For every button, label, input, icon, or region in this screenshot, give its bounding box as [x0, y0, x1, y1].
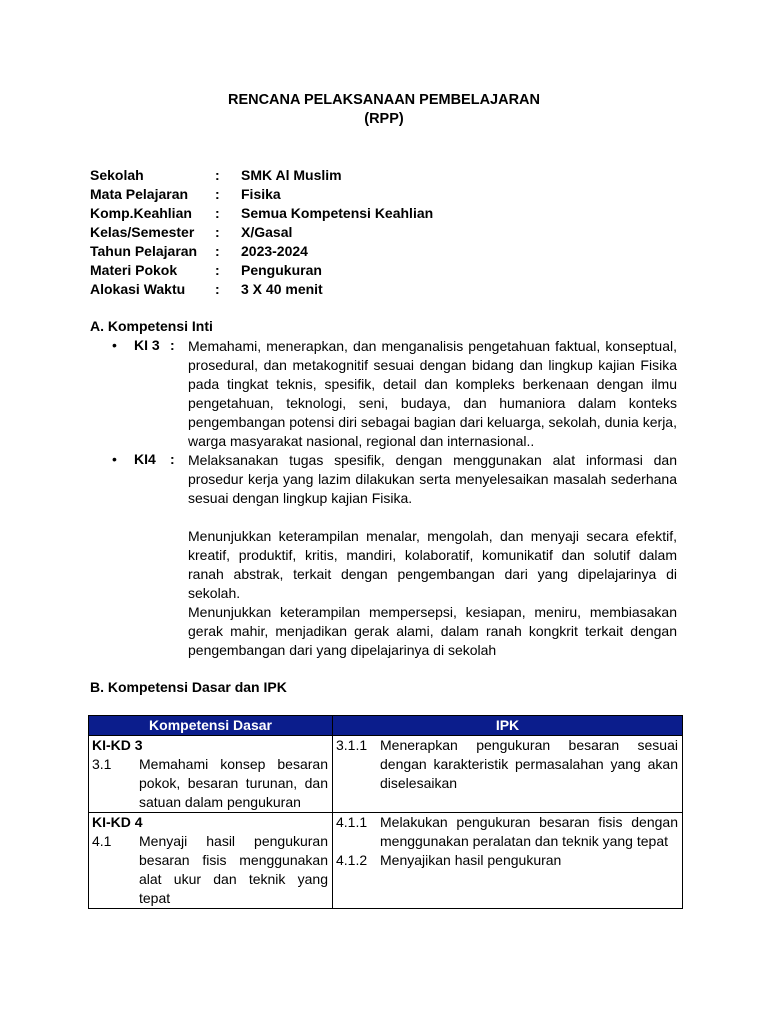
kd-number: 3.1 [92, 756, 112, 772]
ipk-item [336, 736, 678, 793]
kd-text: Memahami konsep besaran pokok, besaran turunan, dan satuan dalam pengukuran [139, 756, 328, 810]
table-row [89, 813, 683, 909]
column-header-ipk: IPK [333, 716, 683, 736]
document-subtitle: (RPP) [364, 111, 404, 127]
identity-colon: : [215, 243, 220, 259]
document-title: RENCANA PELAKSANAAN PEMBELAJARAN [227, 92, 541, 108]
table-header-row [89, 716, 683, 736]
identity-value: 2023-2024 [241, 243, 308, 259]
kd-text: Menyaji hasil pengukuran besaran fisis menggunakan alat ukur dan teknik yang tepat [139, 833, 328, 906]
kd-ipk-table [88, 715, 683, 909]
identity-colon: : [215, 262, 220, 278]
column-header-kd: Kompetensi Dasar [89, 716, 333, 736]
identity-label: Komp.Keahlian [90, 205, 192, 221]
kd-group-heading: KI-KD 3 [92, 737, 143, 753]
ipk-item [336, 813, 678, 851]
identity-label: Materi Pokok [90, 262, 178, 278]
ipk-text: Menerapkan pengukuran besaran sesuai dengan karakteristik permasalahan yang akan diselesaikan [380, 737, 678, 791]
kd-cell [89, 736, 333, 813]
ipk-text: Melakukan pengukuran besaran fisis dengan menggunakan peralatan dan teknik yang tepat [380, 814, 678, 849]
section-b-heading: B. Kompetensi Dasar dan IPK [90, 679, 287, 695]
identity-value: Fisika [241, 186, 281, 202]
ipk-cell [333, 736, 683, 813]
identity-label: Sekolah [90, 167, 144, 183]
ipk-number: 3.1.1 [336, 737, 368, 753]
bullet-icon: • [112, 337, 117, 353]
identity-colon: : [215, 205, 220, 221]
ki3-text: Memahami, menerapkan, dan menganalisis pengetahuan faktual, konseptual, prosedural, dan metakognitif sesuai dengan bidang dan lingkup kajian Fisika pada tingkat teknis, spesifik, detail dan kompleks berkenaan dengan ilmu pengetahuan, teknologi, seni, budaya, dan humaniora dalam konteks pengembangan potensi diri sebagai bagian dari keluarga, sekolah, dunia kerja, warga masyarakat nasional, regional dan internasional.. [188, 338, 677, 449]
identity-value: SMK Al Muslim [241, 167, 342, 183]
identity-colon: : [215, 281, 220, 297]
identity-value: Semua Kompetensi Keahlian [241, 205, 434, 221]
ki4-colon: : [170, 451, 175, 467]
section-a-heading: A. Kompetensi Inti [90, 318, 213, 334]
identity-colon: : [215, 224, 220, 240]
kd-group-heading: KI-KD 4 [92, 814, 143, 830]
identity-colon: : [215, 167, 220, 183]
ipk-number: 4.1.1 [336, 814, 368, 830]
ipk-cell [333, 813, 683, 909]
ipk-item [336, 851, 678, 870]
kd-item [92, 755, 328, 812]
ipk-number: 4.1.2 [336, 852, 368, 868]
ki4-paragraph-2: Menunjukkan keterampilan menalar, mengolah, dan menyaji secara efektif, kreatif, produktif, kritis, mandiri, kolaboratif, komunikatif dan solutif dalam ranah abstrak, terkait dengan pengembangan dari yang dipelajarinya di sekolah. [188, 528, 677, 601]
ki4-text: Melaksanakan tugas spesifik, dengan menggunakan alat informasi dan prosedur kerja yang lazim dilakukan serta menyelesaikan masalah sederhana sesuai dengan lingkup kajian Fisika. [188, 452, 677, 506]
ki3-label: KI 3 [134, 337, 160, 353]
table-row [89, 736, 683, 813]
identity-value: 3 X 40 menit [241, 281, 323, 297]
ki3-colon: : [170, 337, 175, 353]
ki4-paragraph-3: Menunjukkan keterampilan mempersepsi, kesiapan, meniru, membiasakan gerak mahir, menjadikan gerak alami, dalam ranah kongkrit terkait dengan pengembangan dari yang dipelajarinya di sekolah [188, 604, 677, 658]
identity-label: Kelas/Semester [90, 224, 195, 240]
ipk-text: Menyajikan hasil pengukuran [380, 852, 562, 868]
kd-item [92, 832, 328, 908]
identity-label: Tahun Pelajaran [90, 243, 198, 259]
identity-value: X/Gasal [241, 224, 293, 240]
ki4-label: KI4 [134, 451, 156, 467]
bullet-icon: • [112, 451, 117, 467]
kd-number: 4.1 [92, 833, 112, 849]
kd-cell [89, 813, 333, 909]
identity-value: Pengukuran [241, 262, 322, 278]
identity-colon: : [215, 186, 220, 202]
identity-label: Mata Pelajaran [90, 186, 189, 202]
identity-label: Alokasi Waktu [90, 281, 186, 297]
